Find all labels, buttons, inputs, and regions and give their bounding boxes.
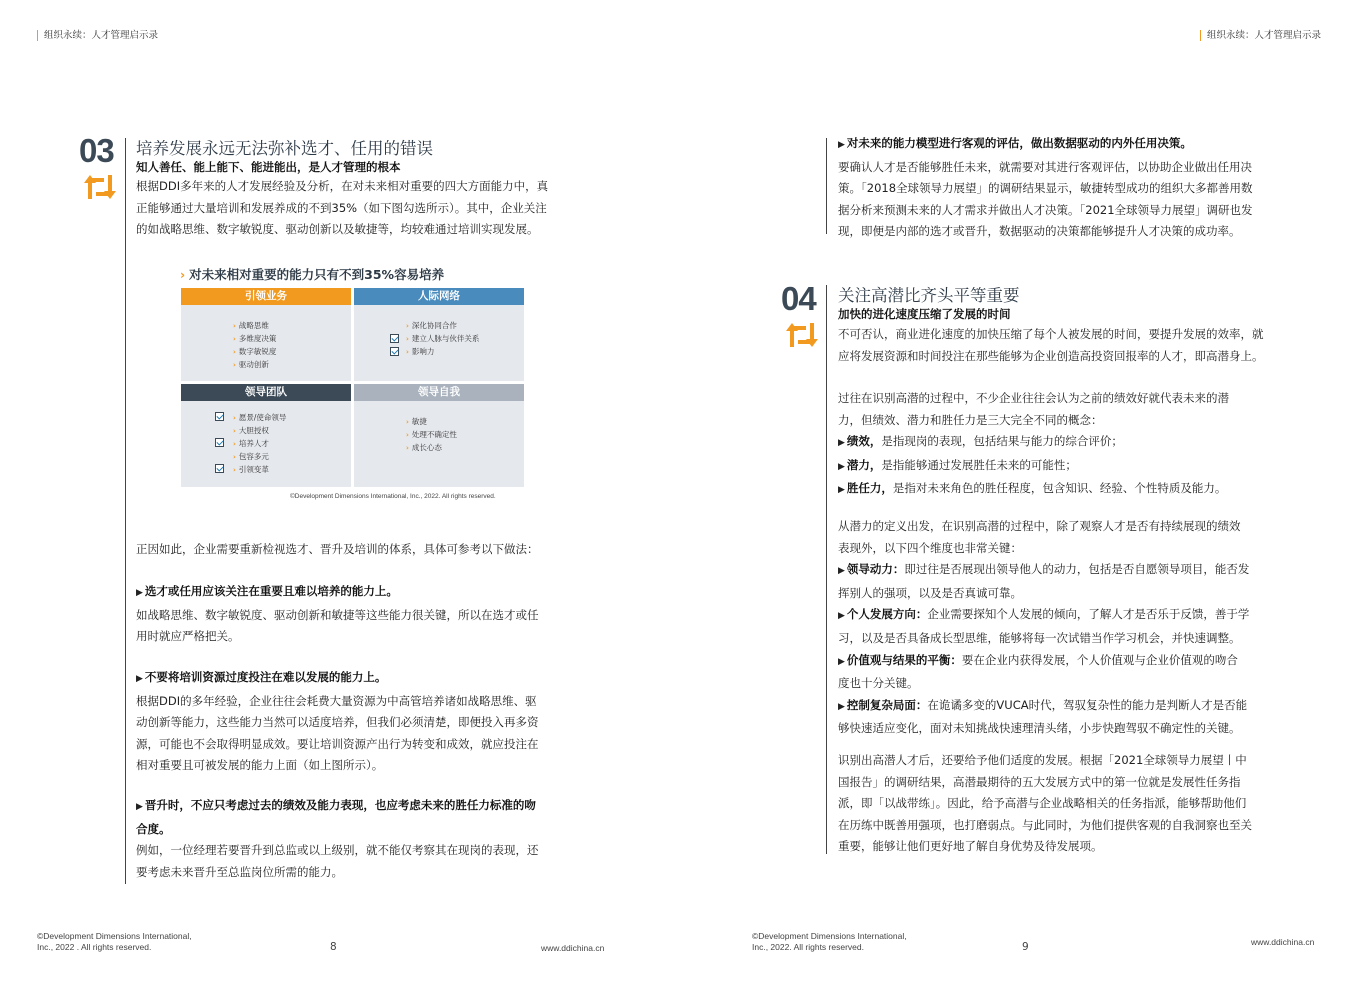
capability-item: › 敏捷 [406, 417, 427, 426]
right-paragraph-2: 过往在识别高潜的过程中，不少企业往往会认为之前的绩效好就代表未来的潜 力，但绩效、潜力和胜任力是三大完全不同的概念： ▶ 绩效，是指现岗的表现，包括结果与能力的综合评价； ▶ 潜力，是指能够通过发展胜任未来的可能性； ▶ 胜任力，是指对未来角色的胜任程度，包含知识、经验、个性特质及能力。 [838, 391, 1229, 496]
capability-item: › 驱动创新 [233, 360, 269, 369]
capability-item: › 培养人才 [233, 439, 269, 448]
bullet-block-2: ▶ 不要将培训资源过度投注在难以发展的能力上。 根据DDI的多年经验，企业往往会耗费大量资源为中高管培养诸如战略思维、驱 动创新等能力，这些能力当然可以适度培养，但我们必须清楚，即便投入再多资 源，可能也不会取得明显成效。要让培训资源产出行为转变和成效，就应投注在 相对重要且可被发展的能力上面（如上图所示）。 [136, 670, 539, 773]
right-paragraph-4: 识别出高潜人才后，还要给予他们适度的发展。根据「2021全球领导力展望丨中 国报告」的调研结果，高潜最期待的五大发展方式中的第一位就是发展性任务指 派，即「以战带练」。因此，给予高潜与企业战略相关的任务指派，能够帮助他们 在历练中既善用强项，也打磨弱点。与此同时，为他们提供客观的自我洞察也至关 重要，能够让他们更好地了解自身优势及待发展项。 [838, 753, 1252, 854]
capability-item: › 数字敏锐度 [233, 347, 277, 356]
capability-item: › 深化协同合作 [406, 321, 457, 330]
quadrant-header: 领导自我 [354, 384, 524, 401]
matrix-divider-horizontal [181, 381, 524, 384]
capability-matrix [181, 288, 524, 487]
bullet-block-1: ▶ 选才或任用应该关注在重要且难以培养的能力上。 如战略思维、数字敏锐度、驱动创新和敏捷等这些能力很关键，所以在选才或任 用时就应严格把关。 [136, 584, 539, 644]
capability-item: › 处理不确定性 [406, 430, 457, 439]
triangle-bullet-icon: ▶ [838, 438, 845, 449]
quadrant-lead-business [181, 288, 351, 369]
quadrant-header: 人际网络 [354, 288, 524, 305]
chevron-right-icon: › [180, 267, 186, 282]
page-header-right: 组织永续：人才管理启示录 [1200, 30, 1321, 41]
right-paragraph-3: 从潜力的定义出发，在识别高潜的过程中，除了观察人才是否有持续展现的绩效 表现外，以下四个维度也非常关键： ▶ 领导动力：即过往是否展现出领导他人的动力，包括是否自愿领导项目，能否发 挥别人的强项，以及是否真诚可靠。 ▶ 个人发展方向：企业需要探知个人发展的倾向，了解人才是否乐于反馈，善于学 习，以及是否具备成长型思维，能够将每一次试错当作学习机会，并快速调整。 ▶ 价值观与结果的平衡：要在企业内获得发展，个人价值观与企业价值观的吻合 度也十分关键。 ▶ 控制复杂局面：在诡谲多变的VUCA时代，驾驭复杂性的能力是判断人才是否能 够快速适应变化，面对未知挑战快速理清头绪，小步快跑驾驭不确定性的关键。 [838, 519, 1250, 736]
triangle-bullet-icon: ▶ [838, 566, 845, 577]
capability-item: › 愿景/使命领导 [233, 413, 287, 422]
capability-item: › 引领变革 [233, 465, 269, 474]
page-number-right: 9 [1022, 941, 1029, 953]
triangle-bullet-icon: ▶ [136, 802, 143, 812]
triangle-bullet-icon: ▶ [136, 588, 143, 598]
triangle-bullet-icon: ▶ [838, 611, 845, 622]
quadrant-header: 领导团队 [181, 384, 351, 401]
capability-item: › 包容多元 [233, 452, 269, 461]
checkbox-checked-icon [215, 464, 224, 473]
section-subtitle-left: 知人善任、能上能下、能进能出，是人才管理的根本 [136, 160, 401, 174]
capability-item: › 建立人脉与伙伴关系 [406, 334, 480, 343]
refresh-arrows-icon [784, 319, 820, 351]
intro-paragraph: 根据DDI多年来的人才发展经验及分析，在对未来相对重要的四大方面能力中，真 正能够通过大量培训和发展养成的不到35%（如下图勾选所示）。其中，企业关注 的如战略思维、数字敏锐度、驱动创新以及敏捷等，均较难通过培训实现发展。 [136, 179, 549, 237]
triangle-bullet-icon: ▶ [838, 485, 845, 496]
capability-item: › 影响力 [406, 347, 435, 356]
page-header-left: 组织永续：人才管理启示录 [37, 30, 158, 41]
section-divider-left [125, 138, 126, 884]
capability-item: › 多维度决策 [233, 334, 277, 343]
capability-item: › 成长心态 [406, 443, 442, 452]
right-paragraph-1: 不可否认，商业进化速度的加快压缩了每个人被发展的时间，要提升发展的效率，就 应将发展资源和时间投注在那些能够为企业创造高投资回报率的人才，即高潜身上。 [838, 327, 1264, 363]
figure-copyright: ©Development Dimensions International, Inc., 2022. All rights reserved. [290, 493, 496, 500]
right-top-block: ▶ 对未来的能力模型进行客观的评估，做出数据驱动的内外任用决策。 要确认人才是否能够胜任未来，就需要对其进行客观评估，以协助企业做出任用决 策。「2018全球领导力展望」的调研结果显示，敏捷转型成功的组织大多都善用数 据分析来预测未来的人才需求并做出人才决策。「2021全球领导力展望」调研也发 现，即便是内部的选才或晋升，数据驱动的决策都能够提升人才决策的成功率。 [838, 136, 1253, 239]
triangle-bullet-icon: ▶ [136, 674, 143, 684]
section-subtitle-right: 加快的进化速度压缩了发展的时间 [838, 307, 1011, 321]
footer-url-left[interactable]: www.ddichina.cn [541, 943, 605, 953]
matrix-divider-vertical [351, 288, 354, 487]
left-paragraph-1: 正因如此，企业需要重新检视选才、晋升及培训的体系，具体可参考以下做法： [136, 542, 539, 556]
quadrant-network [354, 288, 524, 356]
checkbox-checked-icon [390, 347, 399, 356]
figure-title: › 对未来相对重要的能力只有不到35%容易培养 [180, 267, 445, 282]
refresh-arrows-icon [82, 171, 118, 203]
triangle-bullet-icon: ▶ [838, 461, 845, 472]
quadrant-lead-team [181, 384, 351, 474]
triangle-bullet-icon: ▶ [838, 656, 845, 667]
checkbox-checked-icon [390, 334, 399, 343]
checkbox-checked-icon [215, 438, 224, 447]
triangle-bullet-icon: ▶ [838, 140, 845, 150]
checkbox-checked-icon [215, 412, 224, 421]
quadrant-header: 引领业务 [181, 288, 351, 305]
footer-copyright-right: ©Development Dimensions International, Inc., 2022. All rights reserved. [752, 931, 907, 952]
section-number-04: 04 [781, 280, 816, 317]
section-title-left: 培养发展永远无法弥补选才、任用的错误 [136, 139, 433, 158]
capability-item: › 大胆授权 [233, 426, 269, 435]
footer-copyright-left: ©Development Dimensions International, Inc., 2022 . All rights reserved. [37, 931, 192, 952]
page-number-left: 8 [330, 941, 337, 953]
section-divider-right [826, 285, 827, 854]
section-number-03: 03 [79, 132, 114, 169]
section-divider-top-right [826, 138, 827, 234]
section-title-right: 关注高潜比齐头平等重要 [838, 286, 1020, 305]
capability-item: › 战略思维 [233, 321, 269, 330]
footer-url-right[interactable]: www.ddichina.cn [1251, 937, 1315, 947]
quadrant-lead-self [354, 384, 524, 452]
bullet-block-3: ▶ 晋升时，不应只考虑过去的绩效及能力表现，也应考虑未来的胜任力标准的吻 合度。 例如，一位经理若要晋升到总监或以上级别，就不能仅考察其在现岗的表现，还 要考虑未来晋升至总监岗位所需的能力。 [136, 798, 539, 879]
triangle-bullet-icon: ▶ [838, 701, 845, 712]
